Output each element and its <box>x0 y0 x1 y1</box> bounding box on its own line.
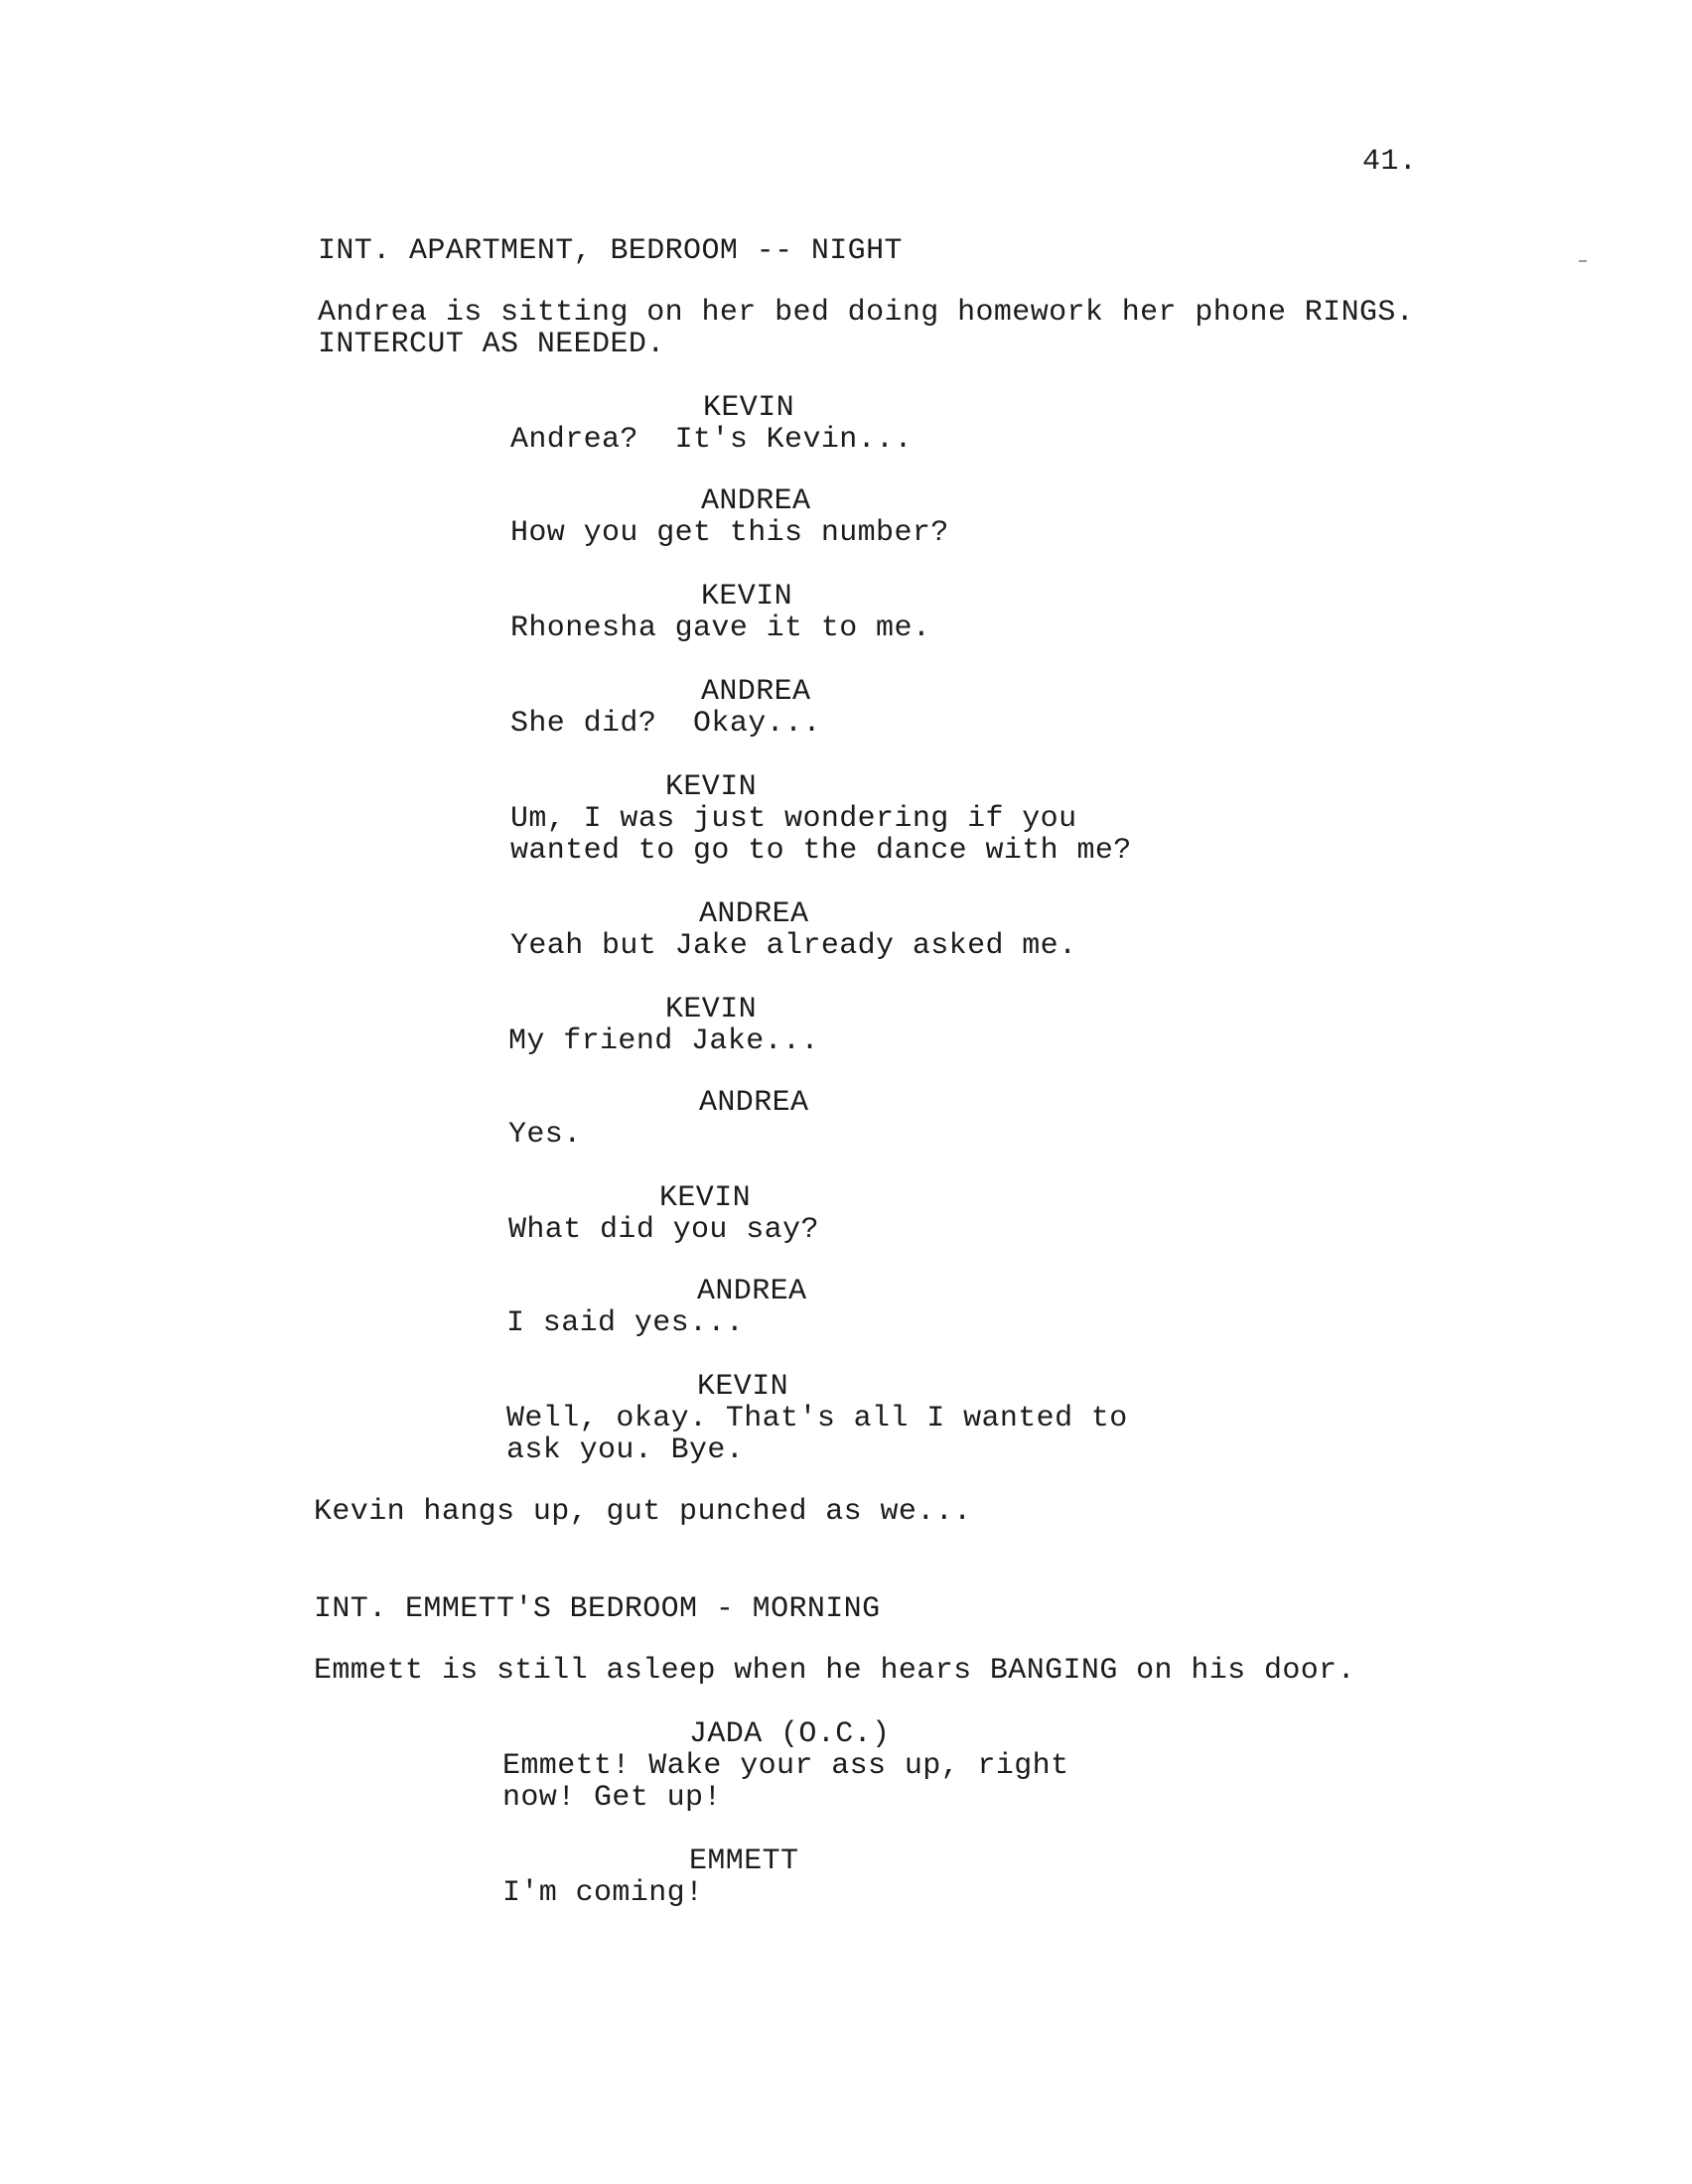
scan-speck <box>1579 260 1587 262</box>
character-name: ANDREA <box>701 484 811 518</box>
dialogue-line: How you get this number? <box>510 516 949 550</box>
dialogue-line: Andrea? It's Kevin... <box>510 423 913 457</box>
character-name: ANDREA <box>697 1275 807 1308</box>
character-name: KEVIN <box>665 993 758 1026</box>
dialogue-line: What did you say? <box>508 1213 819 1247</box>
dialogue-line: ask you. Bye. <box>506 1433 745 1467</box>
character-name: KEVIN <box>659 1181 752 1215</box>
dialogue-line: wanted to go to the dance with me? <box>510 834 1132 868</box>
character-name: ANDREA <box>699 897 809 931</box>
scene-heading: INT. APARTMENT, BEDROOM -- NIGHT <box>318 234 903 268</box>
dialogue-line: I said yes... <box>506 1306 745 1340</box>
character-name: KEVIN <box>697 1370 789 1404</box>
dialogue-line: She did? Okay... <box>510 707 821 741</box>
page-number: 41. <box>1362 145 1418 179</box>
character-name: EMMETT <box>689 1844 799 1878</box>
dialogue-line: Emmett! Wake your ass up, right <box>502 1749 1069 1783</box>
dialogue-line: Yes. <box>508 1118 582 1152</box>
dialogue-line: I'm coming! <box>502 1876 704 1910</box>
character-name: KEVIN <box>703 391 795 425</box>
action-line: Kevin hangs up, gut punched as we... <box>314 1495 972 1529</box>
dialogue-line: Um, I was just wondering if you <box>510 802 1077 836</box>
action-line: Andrea is sitting on her bed doing homework her phone RINGS. <box>318 296 1415 330</box>
character-name: ANDREA <box>699 1086 809 1120</box>
scene-heading: INT. EMMETT'S BEDROOM - MORNING <box>314 1592 881 1626</box>
character-name: JADA (O.C.) <box>689 1717 891 1751</box>
character-name: KEVIN <box>701 580 793 614</box>
dialogue-line: Yeah but Jake already asked me. <box>510 929 1077 963</box>
action-line: Emmett is still asleep when he hears BANGING on his door. <box>314 1654 1355 1688</box>
character-name: KEVIN <box>665 770 758 804</box>
dialogue-line: Well, okay. That's all I wanted to <box>506 1402 1128 1435</box>
dialogue-line: My friend Jake... <box>508 1024 819 1058</box>
character-name: ANDREA <box>701 675 811 709</box>
dialogue-line: Rhonesha gave it to me. <box>510 612 931 645</box>
action-line: INTERCUT AS NEEDED. <box>318 328 665 361</box>
dialogue-line: now! Get up! <box>502 1781 722 1815</box>
